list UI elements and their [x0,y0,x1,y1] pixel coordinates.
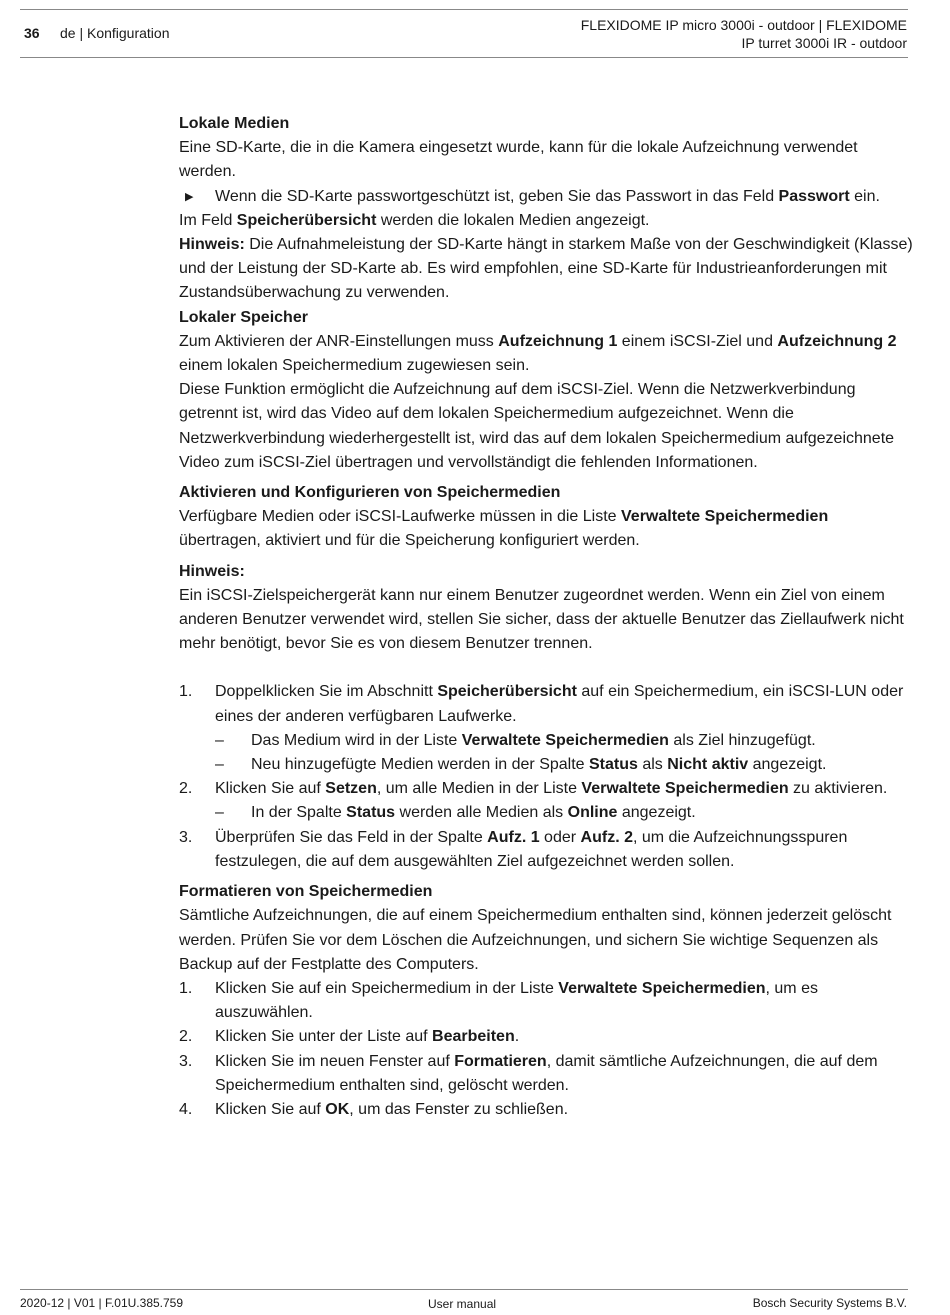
ui-term: Online [567,804,618,822]
paragraph [179,330,914,378]
page-content [179,112,914,1122]
ui-term: Aufz. 1 [487,828,540,846]
text: . [514,1028,520,1046]
dash-marker: – [215,756,224,774]
text: als Ziel hinzugefügt. [668,731,816,749]
note-label: Hinweis: [179,562,245,580]
ui-term: Bearbeiten [432,1028,515,1046]
text: Das Medium wird in der Liste [251,731,462,749]
step-number: 4. [179,1100,193,1118]
step-number: 1. [179,683,193,701]
text: Neu hinzugefügte Medien werden in der Spalte [251,756,589,774]
page-number: 36 [24,25,40,41]
text: Klicken Sie auf [215,780,326,798]
list-item [179,826,914,874]
ui-term: Verwaltete Speichermedien [621,508,829,526]
list-item [179,777,914,825]
sub-list-item [215,753,914,777]
text: angezeigt. [617,804,696,822]
ui-term: Formatieren [454,1052,547,1070]
heading-lokaler-speicher: Lokaler Speicher [179,308,308,326]
paragraph [179,209,914,233]
paragraph: Eine SD-Karte, die in die Kamera eingesetzt wurde, kann für die lokale Aufzeichnung verwendet werden. [179,139,858,181]
note-paragraph: Ein iSCSI-Zielspeichergerät kann nur einem Benutzer zugeordnet werden. Wenn ein Ziel von einem anderen Benutzer verwendet wird, stellen Sie sicher, dass der aktuelle Benutzer das Ziellaufwerk nicht mehr benötigt, bevor Sie es von diesem Benutzer trennen. [179,586,904,653]
list-item [179,977,914,1025]
text: , damit sämtliche Aufzeichnungen, die auf dem Speichermedium enthalten sind, gelöscht werden. [215,1052,878,1094]
text: Klicken Sie unter der Liste auf [215,1028,433,1046]
text: werden alle Medien als [395,804,568,822]
text: Die Aufnahmeleistung der SD-Karte hängt in starkem Maße von der Geschwindigkeit (Klasse) und der Leistung der SD-Karte ab. Es wird empfohlen, eine SD-Karte für Industrieanforderungen mit Zustandsüberwachung zu verwenden. [179,236,913,302]
ui-term: Speicherübersicht [437,683,577,701]
header-top-rule [20,9,908,10]
step-number: 3. [179,828,193,846]
text: Im Feld [179,211,237,229]
step-number: 2. [179,1028,193,1046]
ui-term: Verwaltete Speichermedien [581,780,789,798]
sub-list [215,801,914,825]
text: auf ein Speichermedium, ein iSCSI-LUN oder eines der anderen verfügbaren Laufwerke. [215,683,904,725]
ui-term: Verwaltete Speichermedien [461,731,669,749]
heading-aktivieren: Aktivieren und Konfigurieren von Speichermedien [179,484,561,502]
text: Überprüfen Sie das Feld in der Spalte [215,828,488,846]
paragraph [179,505,914,553]
step-number: 1. [179,979,193,997]
text: , um das Fenster zu schließen. [349,1100,569,1118]
product-title [547,16,907,52]
footer-doc-id: 2020-12 | V01 | F.01U.385.759 [20,1296,184,1310]
sub-list [215,729,914,777]
text: Klicken Sie im neuen Fenster auf [215,1052,455,1070]
list-item [179,1050,914,1098]
heading-formatieren: Formatieren von Speichermedien [179,883,433,901]
ui-term: Nicht aktiv [667,756,749,774]
text: angezeigt. [748,756,827,774]
ui-term: Setzen [325,780,377,798]
list-item [179,1025,914,1049]
footer-rule [20,1289,908,1290]
step-number: 3. [179,1052,193,1070]
list-item [179,1098,914,1122]
text: In der Spalte [251,804,347,822]
text: Klicken Sie auf ein Speichermedium in der Liste [215,979,559,997]
steps-list [179,680,914,874]
sub-list-item [215,801,914,825]
product-title-line2: IP turret 3000i IR - outdoor [741,35,907,51]
triangle-bullet-icon: ▶ [185,190,194,203]
ui-term: Status [346,804,396,822]
text: übertragen, aktiviert und für die Speicherung konfiguriert werden. [179,532,640,550]
text: ein. [849,187,880,205]
header-bottom-rule [20,57,908,58]
ui-term: OK [325,1100,350,1118]
paragraph: Diese Funktion ermöglicht die Aufzeichnung auf dem iSCSI-Ziel. Wenn die Netzwerkverbindung getrennt ist, wird das Video auf dem lokalen Speichermedium aufgezeichnet. Wenn die Netzwerkverbindung wiederhergestellt ist, wird das auf dem lokalen Speichermedium aufgezeichnete Video zum iSCSI-Ziel übertragen und vervollständigt die fehlenden Informationen. [179,381,895,471]
step-number: 2. [179,780,193,798]
text: Zum Aktivieren der ANR-Einstellungen muss [179,332,499,350]
text: Klicken Sie auf [215,1100,326,1118]
text: , um es auszuwählen. [215,979,818,1022]
text: Doppelklicken Sie im Abschnitt [215,683,438,701]
sub-list-item [215,729,914,753]
dash-marker: – [215,804,224,822]
text: als [637,756,668,774]
text: Wenn die SD-Karte passwortgeschützt ist, geben Sie das Passwort in das Feld [215,187,779,205]
section-title: de | Konfiguration [60,25,170,41]
ui-term: Passwort [778,187,850,205]
note-paragraph [179,233,914,306]
dash-marker: – [215,731,224,749]
ui-term: Aufzeichnung 2 [777,332,897,350]
list-item [179,680,914,777]
heading-lokale-medien: Lokale Medien [179,115,290,132]
text: , um die Aufzeichnungsspuren festzulegen, die auf dem ausgewählten Ziel aufgezeichnet werden sollen. [215,828,848,870]
paragraph: Sämtliche Aufzeichnungen, die auf einem Speichermedium enthalten sind, können jederzeit gelöscht werden. Prüfen Sie vor dem Löschen die Aufzeichnungen, und sichern Sie wichtige Sequenzen als Backup auf der Festplatte des Computers. [179,907,892,973]
ui-term: Speicherübersicht [236,211,377,229]
text: , um alle Medien in der Liste [376,780,582,798]
text: zu aktivieren. [788,780,888,798]
steps-list [179,977,914,1122]
bullet-item [179,185,914,209]
ui-term: Status [589,756,638,774]
ui-term: Aufzeichnung 1 [498,332,618,350]
text: oder [539,828,581,846]
note-label: Hinweis: [179,236,245,254]
text: Verfügbare Medien oder iSCSI-Laufwerke müssen in die Liste [179,508,622,526]
ui-term: Verwaltete Speichermedien [558,979,766,997]
text: werden die lokalen Medien angezeigt. [376,211,650,229]
product-title-line1: FLEXIDOME IP micro 3000i - outdoor | FLEXIDOME [580,17,907,33]
ui-term: Aufz. 2 [580,828,633,846]
footer-doc-type: User manual [428,1297,497,1311]
footer-company: Bosch Security Systems B.V. [752,1296,907,1310]
text: einem iSCSI-Ziel und [617,332,778,350]
text: einem lokalen Speichermedium zugewiesen sein. [179,357,530,375]
